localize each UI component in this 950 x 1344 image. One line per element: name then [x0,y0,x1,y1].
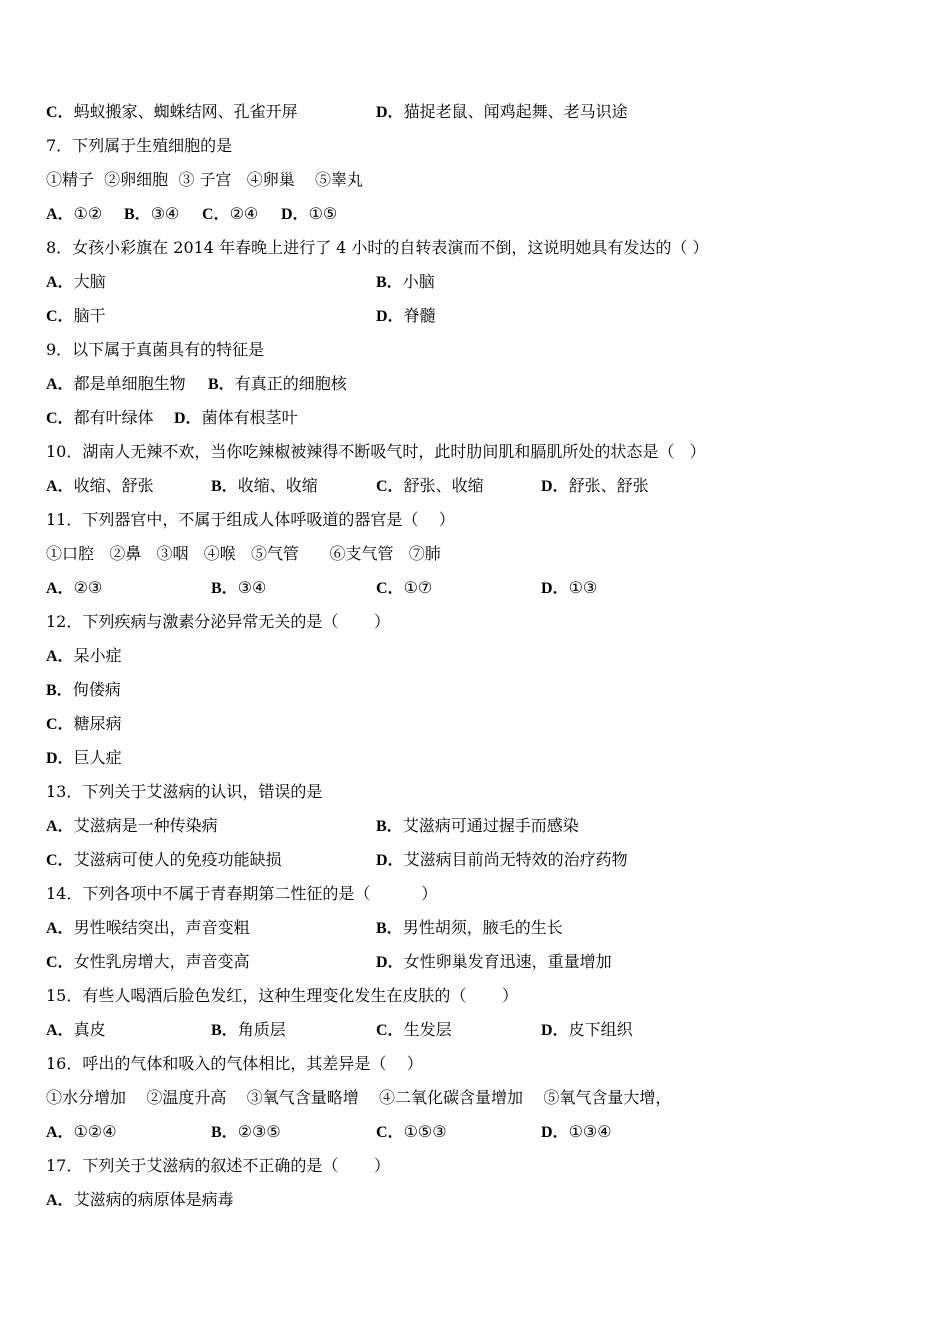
option-label: C． [376,478,404,495]
answer-option-q12d-0 [46,748,122,769]
option-label: A． [46,1022,74,1039]
answer-option-q9c-0 [46,408,154,429]
option-label: A． [46,818,74,835]
answer-option-q16o-2 [376,1122,447,1143]
option-text: 脑干 [73,306,106,325]
option-label: B． [46,682,73,699]
option-label: A． [46,478,74,495]
answer-option-q8a-0 [46,272,106,293]
option-text: ①②④ [73,1122,117,1141]
option-label: D． [376,308,404,325]
option-text: 都有叶绿体 [73,408,154,427]
option-label: B． [211,1022,238,1039]
option-label: D． [281,206,309,223]
option-text: ①② [73,204,103,223]
option-label: C． [46,410,74,427]
option-label: D． [46,750,74,767]
option-text: 脊髓 [403,306,436,325]
answer-option-q11o-0 [46,578,102,599]
option-text: ②③ [73,578,103,597]
option-label: C． [376,1022,404,1039]
option-label: D． [376,954,404,971]
answer-option-l0-0 [46,102,298,123]
answer-option-q14c-1 [376,952,612,973]
option-text: 女性乳房增大，声音变高 [73,952,250,971]
option-label: B． [208,376,235,393]
answer-option-q12a-0 [46,646,122,667]
answer-option-q12b-0 [46,680,121,701]
option-text: 都是单细胞生物 [73,374,186,393]
answer-option-q9c-1 [174,408,298,429]
answer-option-q7o-3 [281,204,337,225]
option-label: A． [46,648,74,665]
option-label: D． [541,580,569,597]
option-text: 呆小症 [73,646,122,665]
option-label: C． [376,580,404,597]
option-label: A． [46,1192,74,1209]
option-label: A． [46,580,74,597]
option-text: 菌体有根茎叶 [201,408,298,427]
question-line-q9: 9．以下属于真菌具有的特征是 [46,340,265,359]
option-text: 蚂蚁搬家、蜘蛛结网、孔雀开屏 [73,102,298,121]
answer-option-q15o-1 [211,1020,286,1041]
option-text: 收缩、收缩 [237,476,318,495]
option-label: A． [46,376,74,393]
option-label: C． [46,716,74,733]
answer-option-q14a-0 [46,918,250,939]
answer-option-q15o-0 [46,1020,106,1041]
answer-option-q13a-1 [376,816,579,837]
question-line-q14: 14．下列各项中不属于青春期第二性征的是（ ） [46,884,438,903]
answer-option-l0-1 [376,102,628,123]
answer-option-q8c-1 [376,306,436,327]
option-label: D． [541,478,569,495]
option-text: 艾滋病目前尚无特效的治疗药物 [403,850,628,869]
option-label: C． [46,954,74,971]
answer-option-q11o-2 [376,578,432,599]
option-text: ③④ [150,204,180,223]
question-line-q15: 15．有些人喝酒后脸色发红，这种生理变化发生在皮肤的（ ） [46,986,518,1005]
option-label: D． [174,410,202,427]
answer-option-q10o-3 [541,476,649,497]
question-line-q7: 7．下列属于生殖细胞的是 [46,136,233,155]
question-line-q8: 8．女孩小彩旗在 2014 年春晚上进行了 4 小时的自转表演而不倒，这说明她具有发达的（ ） [46,238,709,257]
option-text: 皮下组织 [568,1020,633,1039]
question-line-q7s: ①精子 ②卵细胞 ③ 子宫 ④卵巢 ⑤睾丸 [46,170,364,189]
answer-option-q11o-3 [541,578,597,599]
question-line-q13: 13．下列关于艾滋病的认识，错误的是 [46,782,323,801]
option-label: B． [376,920,403,937]
answer-option-q13c-0 [46,850,282,871]
option-text: ③④ [237,578,267,597]
answer-option-q16o-1 [211,1122,281,1143]
answer-option-q10o-0 [46,476,154,497]
option-label: C． [46,104,74,121]
option-text: ①③④ [568,1122,612,1141]
option-label: D． [376,852,404,869]
answer-option-q13c-1 [376,850,628,871]
option-text: 艾滋病是一种传染病 [73,816,218,835]
option-text: 舒张、收缩 [403,476,484,495]
option-text: 佝偻病 [72,680,121,699]
option-label: A． [46,206,74,223]
answer-option-q14a-1 [376,918,563,939]
option-text: 收缩、舒张 [73,476,154,495]
answer-option-q10o-2 [376,476,484,497]
option-label: C． [46,308,74,325]
question-line-q11: 11．下列器官中，不属于组成人体呼吸道的器官是（ ） [46,510,455,529]
question-line-q17: 17．下列关于艾滋病的叙述不正确的是（ ） [46,1156,390,1175]
option-label: B． [124,206,151,223]
option-text: ①③ [568,578,598,597]
option-text: 角质层 [237,1020,286,1039]
option-label: B． [211,478,238,495]
option-label: B． [211,580,238,597]
answer-option-q11o-1 [211,578,266,599]
option-text: 舒张、舒张 [568,476,649,495]
option-text: 女性卵巢发育迅速，重量增加 [403,952,612,971]
option-label: A． [46,1124,74,1141]
option-text: 真皮 [73,1020,106,1039]
option-text: ①⑦ [403,578,433,597]
option-text: 小脑 [402,272,435,291]
question-line-q10: 10．湖南人无辣不欢，当你吃辣椒被辣得不断吸气时，此时肋间肌和膈肌所处的状态是（ ） [46,442,706,461]
option-text: 艾滋病可使人的免疫功能缺损 [73,850,282,869]
option-text: 有真正的细胞核 [234,374,347,393]
question-line-q11s: ①口腔 ②鼻 ③咽 ④喉 ⑤气管 ⑥支气管 ⑦肺 [46,544,441,563]
option-text: ②③⑤ [237,1122,281,1141]
option-text: 艾滋病的病原体是病毒 [73,1190,234,1209]
answer-option-q17a-0 [46,1190,234,1211]
option-label: D． [541,1124,569,1141]
option-label: B． [376,274,403,291]
answer-option-q15o-3 [541,1020,633,1041]
option-text: 男性胡须，腋毛的生长 [402,918,563,937]
option-text: ①⑤③ [403,1122,447,1141]
answer-option-q10o-1 [211,476,318,497]
option-label: B． [211,1124,238,1141]
answer-option-q13a-0 [46,816,218,837]
answer-option-q16o-0 [46,1122,117,1143]
option-text: 生发层 [403,1020,452,1039]
option-label: D． [376,104,404,121]
option-text: ②④ [229,204,259,223]
option-label: C． [376,1124,404,1141]
question-line-q16s: ①水分增加 ②温度升高 ③氧气含量略增 ④二氧化碳含量增加 ⑤氧气含量大增， [46,1088,672,1107]
option-label: C． [202,206,230,223]
answer-option-q7o-1 [124,204,179,225]
option-label: A． [46,274,74,291]
option-label: D． [541,1022,569,1039]
option-text: 巨人症 [73,748,122,767]
option-text: ①⑤ [308,204,338,223]
question-line-q16: 16．呼出的气体和吸入的气体相比，其差异是（ ） [46,1054,423,1073]
question-line-q12: 12．下列疾病与激素分泌异常无关的是（ ） [46,612,390,631]
option-label: C． [46,852,74,869]
answer-option-q7o-2 [202,204,258,225]
answer-option-q9a-1 [208,374,347,395]
answer-option-q7o-0 [46,204,102,225]
answer-option-q8c-0 [46,306,106,327]
answer-option-q12c-0 [46,714,122,735]
answer-option-q16o-3 [541,1122,612,1143]
option-text: 猫捉老鼠、闻鸡起舞、老马识途 [403,102,628,121]
option-text: 艾滋病可通过握手而感染 [402,816,579,835]
option-label: B． [376,818,403,835]
option-text: 大脑 [73,272,106,291]
answer-option-q14c-0 [46,952,250,973]
answer-option-q15o-2 [376,1020,452,1041]
option-label: A． [46,920,74,937]
answer-option-q9a-0 [46,374,186,395]
option-text: 糖尿病 [73,714,122,733]
option-text: 男性喉结突出，声音变粗 [73,918,250,937]
answer-option-q8a-1 [376,272,435,293]
